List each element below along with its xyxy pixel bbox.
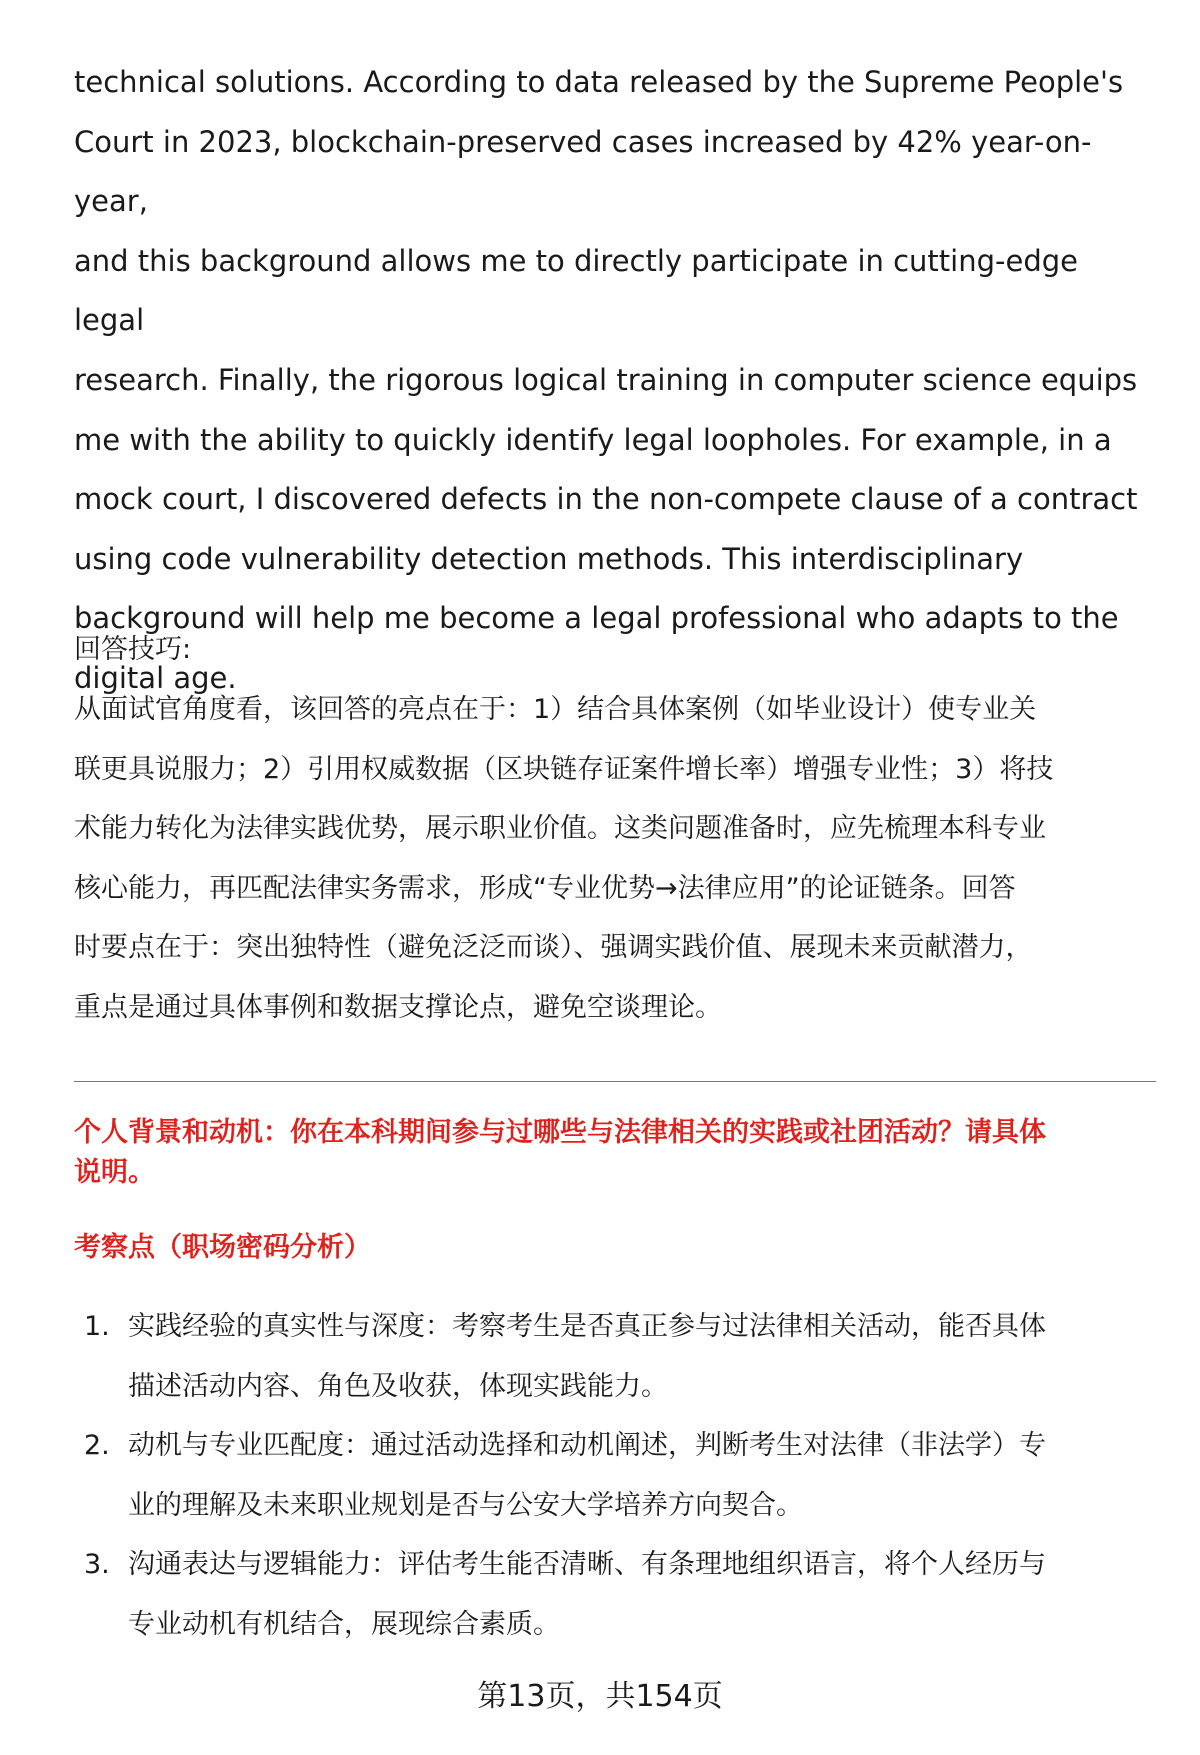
list-number: 3. — [84, 1549, 110, 1581]
list-number: 2. — [84, 1430, 110, 1462]
list-item-line: 描述活动内容、角色及收获，体现实践能力。 — [128, 1370, 668, 1402]
paragraph-line: Court in 2023, blockchain-preserved cases increased by 42% year-on-year, — [74, 124, 1092, 219]
list-item-line: 业的理解及未来职业规划是否与公安大学培养方向契合。 — [128, 1489, 803, 1521]
section-divider — [74, 1081, 1156, 1082]
tips-line: 联更具说服力；2）引用权威数据（区块链存证案件增长率）增强专业性；3）将技 — [74, 753, 1054, 785]
list-item-line: 实践经验的真实性与深度：考察考生是否真正参与过法律相关活动，能否具体 — [128, 1311, 1046, 1342]
page-footer: 第13页，共154页 — [477, 1679, 723, 1714]
paragraph-line: and this background allows me to directly participate in cutting-edge legal — [74, 243, 1078, 338]
english-paragraph — [74, 53, 1144, 709]
tips-line: 从面试官角度看，该回答的亮点在于：1）结合具体案例（如毕业设计）使专业关 — [74, 694, 1037, 725]
paragraph-line: mock court, I discovered defects in the non-compete clause of a contract — [74, 482, 1138, 517]
question-heading — [74, 1113, 1154, 1193]
tips-line: 术能力转化为法律实践优势，展示职业价值。这类问题准备时，应先梳理本科专业 — [74, 813, 1046, 845]
tips-line: 核心能力，再匹配法律实务需求，形成“专业优势→法律应用”的论证链条。回答 — [74, 872, 1016, 904]
question-line: 说明。 — [74, 1157, 155, 1188]
list-item-line: 动机与专业匹配度：通过活动选择和动机阐述，判断考生对法律（非法学）专 — [128, 1430, 1046, 1462]
list-item-line: 专业动机有机结合，展现综合素质。 — [128, 1608, 560, 1640]
list-number: 1. — [84, 1311, 110, 1342]
tips-line: 时要点在于：突出独特性（避免泛泛而谈）、强调实践价值、展现未来贡献潜力， — [74, 932, 1033, 964]
paragraph-line: background will help me become a legal professional who adapts to the — [74, 601, 1119, 636]
section-title: 考察点（职场密码分析） — [74, 1232, 371, 1263]
paragraph-line: using code vulnerability detection methods. This interdisciplinary — [74, 541, 1024, 576]
tips-label: 回答技巧: — [74, 634, 192, 665]
paragraph-line: research. Finally, the rigorous logical training in computer science equips — [74, 362, 1138, 397]
list-item — [74, 1416, 1154, 1535]
list-item — [74, 1535, 1154, 1654]
paragraph-line: me with the ability to quickly identify legal loopholes. For example, in a — [74, 422, 1112, 457]
question-line: 个人背景和动机：你在本科期间参与过哪些与法律相关的实践或社团活动？请具体 — [74, 1117, 1046, 1148]
tips-line: 重点是通过具体事例和数据支撑论点，避免空谈理论。 — [74, 991, 722, 1023]
list-item-line: 沟通表达与逻辑能力：评估考生能否清晰、有条理地组织语言，将个人经历与 — [128, 1549, 1046, 1581]
paragraph-line: technical solutions. According to data released by the Supreme People's — [74, 65, 1124, 99]
assessment-points-list — [74, 1297, 1154, 1655]
paragraph-line: digital age. — [74, 660, 237, 695]
tips-body — [74, 680, 1154, 1038]
list-item — [74, 1297, 1154, 1416]
